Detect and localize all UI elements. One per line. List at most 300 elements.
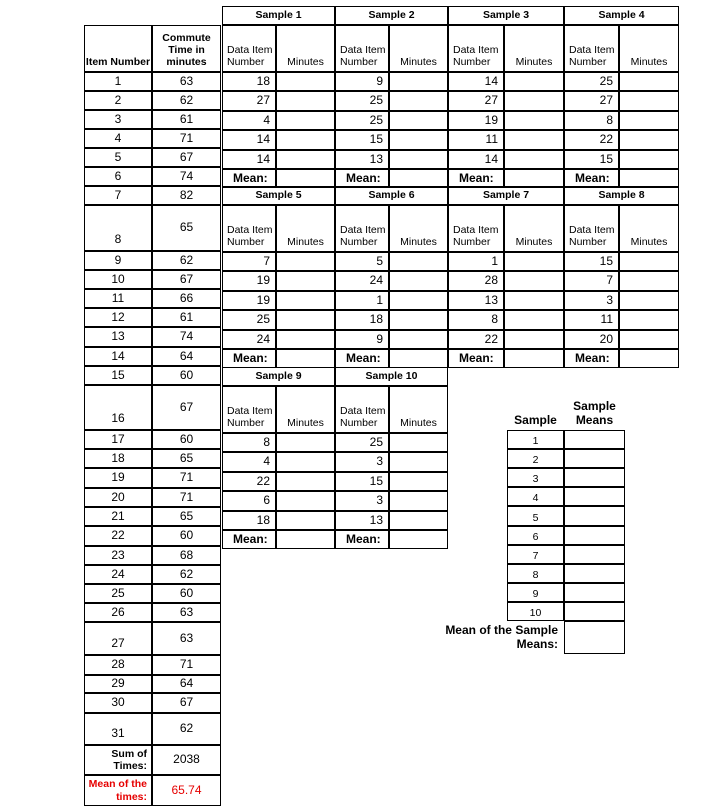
minutes-input[interactable] xyxy=(276,150,335,169)
item-number-cell xyxy=(84,347,152,366)
data-item-number-cell xyxy=(222,452,276,472)
item-number-cell-text: 2 xyxy=(114,92,122,107)
commute-time-cell xyxy=(152,675,221,693)
minutes-input[interactable] xyxy=(276,130,335,150)
commute-time-cell xyxy=(152,449,221,468)
data-item-number-cell xyxy=(335,271,389,291)
data-item-number-cell-text: 15 xyxy=(369,132,383,147)
header-data-item-number-text: Data Item Number xyxy=(340,404,386,429)
data-item-number-cell xyxy=(222,310,276,330)
item-number-cell-text: 8 xyxy=(114,232,122,247)
minutes-input[interactable] xyxy=(276,511,335,530)
data-item-number-cell-text: 8 xyxy=(606,112,613,127)
item-number-cell xyxy=(84,565,152,584)
sample-mean-input[interactable] xyxy=(619,349,679,368)
item-number-cell xyxy=(84,603,152,622)
sample-number-cell xyxy=(507,487,564,506)
data-item-number-cell xyxy=(222,472,276,491)
header-minutes xyxy=(619,205,679,252)
sample-number-cell xyxy=(507,545,564,564)
item-number-cell xyxy=(84,526,152,546)
minutes-input[interactable] xyxy=(619,252,679,271)
item-number-cell xyxy=(84,584,152,603)
minutes-input[interactable] xyxy=(619,330,679,349)
data-item-number-cell-text: 22 xyxy=(599,132,613,147)
minutes-input[interactable] xyxy=(276,491,335,511)
data-item-number-cell xyxy=(335,252,389,271)
sample-mean-label-text: Mean: xyxy=(233,350,268,365)
commute-time-cell-text: 60 xyxy=(179,585,194,600)
sample-title xyxy=(564,6,679,25)
data-item-number-cell xyxy=(564,91,619,111)
sample-number-cell-text: 4 xyxy=(532,491,539,504)
commute-time-cell-text: 71 xyxy=(179,657,194,672)
minutes-input[interactable] xyxy=(276,330,335,349)
sample-col-header-text: Sample xyxy=(514,413,557,428)
data-item-number-cell-text: 1 xyxy=(376,292,383,307)
data-item-number-cell-text: 22 xyxy=(484,331,498,346)
minutes-input[interactable] xyxy=(619,111,679,130)
item-number-cell-text: 18 xyxy=(111,450,125,465)
data-item-number-cell xyxy=(564,330,619,349)
sample-mean-label-text: Mean: xyxy=(346,170,381,185)
data-item-number-cell xyxy=(448,91,504,111)
sample-number-cell xyxy=(507,564,564,583)
commute-time-cell xyxy=(152,110,221,129)
data-item-number-cell xyxy=(335,291,389,310)
header-minutes-text: Minutes xyxy=(287,235,324,248)
item-number-cell xyxy=(84,655,152,675)
minutes-input[interactable] xyxy=(504,150,564,169)
data-item-number-cell xyxy=(222,150,276,169)
data-item-number-cell xyxy=(335,433,389,452)
mean-of-sample-means-label-text: Mean of the Sample Means: xyxy=(445,622,558,651)
item-number-cell xyxy=(84,449,152,468)
header-data-item-number-text: Data Item Number xyxy=(227,43,273,68)
minutes-input[interactable] xyxy=(276,310,335,330)
sample-number-cell xyxy=(507,602,564,621)
commute-time-cell-text: 67 xyxy=(179,399,194,414)
header-minutes xyxy=(276,205,335,252)
minutes-input[interactable] xyxy=(276,291,335,310)
minutes-input[interactable] xyxy=(389,511,448,530)
minutes-input[interactable] xyxy=(619,291,679,310)
item-number-cell xyxy=(84,110,152,129)
sample-title xyxy=(222,367,335,386)
sample-title-text: Sample 5 xyxy=(255,189,302,202)
data-item-number-cell xyxy=(222,271,276,291)
data-item-number-cell xyxy=(335,91,389,111)
data-item-number-cell xyxy=(335,111,389,130)
header-commute-time xyxy=(152,25,221,72)
header-data-item-number xyxy=(335,205,389,252)
data-item-number-cell-text: 19 xyxy=(484,112,498,127)
commute-time-cell xyxy=(152,584,221,603)
commute-time-cell xyxy=(152,251,221,270)
mean-value-text: 65.74 xyxy=(171,782,202,797)
sample-mean-label-text: Mean: xyxy=(459,170,494,185)
minutes-input[interactable] xyxy=(504,91,564,111)
sample-title xyxy=(335,367,448,386)
sample-means-col-header xyxy=(564,395,625,430)
commute-time-cell-text: 60 xyxy=(179,367,194,382)
minutes-input[interactable] xyxy=(504,310,564,330)
item-number-cell xyxy=(84,713,152,745)
data-item-number-cell xyxy=(448,310,504,330)
data-item-number-cell-text: 8 xyxy=(491,312,498,327)
minutes-input[interactable] xyxy=(619,91,679,111)
minutes-input[interactable] xyxy=(504,111,564,130)
commute-time-cell xyxy=(152,430,221,449)
data-item-number-cell-text: 18 xyxy=(369,312,383,327)
sample-title-text: Sample 7 xyxy=(482,189,530,202)
header-minutes-text: Minutes xyxy=(287,55,324,68)
item-number-cell-text: 10 xyxy=(111,271,125,286)
minutes-input[interactable] xyxy=(276,111,335,130)
sample-mean-label xyxy=(448,349,504,368)
item-number-cell xyxy=(84,186,152,205)
data-item-number-cell xyxy=(335,150,389,169)
sample-number-cell xyxy=(507,583,564,602)
data-item-number-cell xyxy=(448,252,504,271)
sample-mean-value-input[interactable] xyxy=(564,449,625,468)
minutes-input[interactable] xyxy=(504,72,564,91)
commute-time-cell xyxy=(152,308,221,327)
commute-time-cell-text: 67 xyxy=(179,149,194,164)
minutes-input[interactable] xyxy=(619,130,679,150)
item-number-cell-text: 14 xyxy=(111,348,125,363)
commute-time-cell-text: 63 xyxy=(179,604,194,619)
sample-title-text: Sample 10 xyxy=(365,370,418,383)
minutes-input[interactable] xyxy=(389,111,448,130)
sample-title-text: Sample 4 xyxy=(598,9,645,22)
sample-title-text: Sample 6 xyxy=(368,189,415,202)
item-number-cell xyxy=(84,622,152,655)
data-item-number-cell-text: 25 xyxy=(369,434,383,449)
header-item-number xyxy=(84,25,152,72)
item-number-cell-text: 16 xyxy=(111,411,125,426)
minutes-input[interactable] xyxy=(389,72,448,91)
commute-time-cell-text: 62 xyxy=(179,721,194,736)
data-item-number-cell-text: 14 xyxy=(484,151,498,166)
commute-time-cell-text: 68 xyxy=(179,547,194,562)
minutes-input[interactable] xyxy=(276,433,335,452)
data-item-number-cell-text: 8 xyxy=(263,434,270,449)
sample-mean-label-text: Mean: xyxy=(459,350,494,365)
item-number-cell-text: 30 xyxy=(111,695,125,710)
sample-number-cell-text: 9 xyxy=(532,587,539,600)
minutes-input[interactable] xyxy=(619,310,679,330)
minutes-input[interactable] xyxy=(276,271,335,291)
data-item-number-cell-text: 13 xyxy=(484,292,498,307)
commute-time-cell-text: 74 xyxy=(179,329,194,344)
sample-mean-label-text: Mean: xyxy=(346,531,381,546)
data-item-number-cell xyxy=(564,291,619,310)
minutes-input[interactable] xyxy=(619,271,679,291)
data-item-number-cell-text: 6 xyxy=(263,493,270,508)
data-item-number-cell-text: 19 xyxy=(256,292,270,307)
commute-time-cell xyxy=(152,655,221,675)
sample-mean-input[interactable] xyxy=(389,530,448,549)
header-minutes xyxy=(504,25,564,72)
sample-number-cell xyxy=(507,468,564,487)
data-item-number-cell-text: 14 xyxy=(256,151,270,166)
commute-time-cell xyxy=(152,347,221,366)
data-item-number-cell-text: 14 xyxy=(256,132,270,147)
data-item-number-cell xyxy=(448,150,504,169)
header-minutes xyxy=(389,386,448,433)
sample-means-col-header-text: Sample Means xyxy=(573,399,616,428)
commute-time-cell xyxy=(152,186,221,205)
minutes-input[interactable] xyxy=(389,452,448,472)
commute-time-cell xyxy=(152,603,221,622)
data-item-number-cell-text: 9 xyxy=(376,331,383,346)
minutes-input[interactable] xyxy=(504,252,564,271)
sample-mean-value-input[interactable] xyxy=(564,526,625,545)
data-item-number-cell xyxy=(564,130,619,150)
header-minutes-text: Minutes xyxy=(400,416,437,429)
sample-mean-value-input[interactable] xyxy=(564,487,625,506)
commute-time-cell-text: 65 xyxy=(179,450,194,465)
commute-time-cell-text: 60 xyxy=(179,431,194,446)
item-number-cell xyxy=(84,72,152,91)
item-number-cell-text: 6 xyxy=(114,168,122,183)
data-item-number-cell-text: 27 xyxy=(256,93,270,108)
commute-time-cell-text: 63 xyxy=(179,630,194,645)
data-item-number-cell-text: 25 xyxy=(369,112,383,127)
data-item-number-cell-text: 24 xyxy=(256,331,270,346)
sample-mean-value-input[interactable] xyxy=(564,506,625,526)
commute-time-cell xyxy=(152,167,221,186)
commute-time-cell-text: 67 xyxy=(179,695,194,710)
item-number-cell-text: 27 xyxy=(111,636,125,651)
data-item-number-cell xyxy=(222,130,276,150)
header-data-item-number xyxy=(564,205,619,252)
header-minutes-text: Minutes xyxy=(515,235,553,248)
commute-time-cell xyxy=(152,129,221,148)
item-number-cell xyxy=(84,675,152,693)
data-item-number-cell-text: 7 xyxy=(606,273,613,288)
commute-time-cell-text: 71 xyxy=(179,130,194,145)
item-number-cell xyxy=(84,385,152,430)
item-number-cell xyxy=(84,366,152,385)
data-item-number-cell xyxy=(448,291,504,310)
commute-time-cell-text: 71 xyxy=(179,470,194,485)
item-number-cell xyxy=(84,251,152,270)
sample-title xyxy=(335,186,448,205)
commute-time-cell xyxy=(152,488,221,507)
header-data-item-number-text: Data Item Number xyxy=(227,223,273,248)
commute-time-cell-text: 65 xyxy=(179,508,194,523)
minutes-input[interactable] xyxy=(389,472,448,491)
data-item-number-cell-text: 3 xyxy=(376,493,383,508)
item-number-cell-text: 1 xyxy=(114,73,122,88)
sample-mean-label-text: Mean: xyxy=(575,350,610,365)
minutes-input[interactable] xyxy=(619,72,679,91)
data-item-number-cell xyxy=(448,72,504,91)
data-item-number-cell-text: 18 xyxy=(256,73,270,88)
data-item-number-cell-text: 20 xyxy=(599,331,613,346)
header-minutes-text: Minutes xyxy=(287,416,324,429)
sum-value-text: 2038 xyxy=(173,752,200,767)
item-number-cell-text: 5 xyxy=(114,149,122,164)
item-number-cell-text: 29 xyxy=(111,676,125,691)
sum-label xyxy=(84,745,152,775)
minutes-input[interactable] xyxy=(276,252,335,271)
sample-col-header xyxy=(507,395,564,430)
sum-label-text: Sum of Times: xyxy=(111,747,147,772)
commute-time-cell xyxy=(152,546,221,565)
commute-time-cell xyxy=(152,205,221,251)
data-item-number-cell xyxy=(222,72,276,91)
data-item-number-cell xyxy=(222,511,276,530)
data-item-number-cell xyxy=(335,310,389,330)
minutes-input[interactable] xyxy=(389,310,448,330)
minutes-input[interactable] xyxy=(389,130,448,150)
data-item-number-cell xyxy=(335,491,389,511)
minutes-input[interactable] xyxy=(389,91,448,111)
minutes-input[interactable] xyxy=(389,491,448,511)
header-data-item-number-text: Data Item Number xyxy=(569,43,615,68)
commute-time-cell-text: 64 xyxy=(179,676,194,691)
item-number-cell-text: 20 xyxy=(111,489,125,504)
minutes-input[interactable] xyxy=(276,72,335,91)
sample-title-text: Sample 8 xyxy=(598,189,645,202)
header-minutes-text: Minutes xyxy=(400,235,437,248)
item-number-cell-text: 12 xyxy=(111,309,125,324)
sample-mean-label xyxy=(335,349,389,368)
sample-number-cell-text: 3 xyxy=(532,472,539,485)
sample-mean-value-input[interactable] xyxy=(564,564,625,583)
item-number-cell xyxy=(84,693,152,713)
item-number-cell xyxy=(84,327,152,347)
header-minutes xyxy=(276,386,335,433)
mean-of-sample-means-input[interactable] xyxy=(564,621,625,654)
item-number-cell xyxy=(84,507,152,526)
data-item-number-cell-text: 9 xyxy=(376,73,383,88)
header-data-item-number xyxy=(222,25,276,72)
data-item-number-cell-text: 7 xyxy=(263,253,270,268)
sample-number-cell-text: 1 xyxy=(532,434,539,447)
item-number-cell-text: 28 xyxy=(111,657,125,672)
minutes-input[interactable] xyxy=(389,150,448,169)
commute-time-cell xyxy=(152,270,221,289)
sample-title-text: Sample 2 xyxy=(368,9,415,22)
sample-title xyxy=(222,6,335,25)
data-item-number-cell xyxy=(564,150,619,169)
data-item-number-cell xyxy=(222,491,276,511)
data-item-number-cell xyxy=(564,252,619,271)
header-minutes xyxy=(276,25,335,72)
data-item-number-cell-text: 3 xyxy=(606,292,613,307)
sample-mean-input[interactable] xyxy=(504,349,564,368)
commute-time-cell xyxy=(152,72,221,91)
data-item-number-cell xyxy=(564,111,619,130)
data-item-number-cell-text: 13 xyxy=(369,512,383,527)
minutes-input[interactable] xyxy=(389,271,448,291)
data-item-number-cell-text: 1 xyxy=(491,253,498,268)
sample-mean-value-input[interactable] xyxy=(564,545,625,564)
sample-title-text: Sample 3 xyxy=(482,9,530,22)
data-item-number-cell xyxy=(564,310,619,330)
commute-time-cell-text: 66 xyxy=(179,290,194,305)
minutes-input[interactable] xyxy=(389,433,448,452)
commute-time-cell xyxy=(152,148,221,167)
data-item-number-cell xyxy=(222,111,276,130)
minutes-input[interactable] xyxy=(276,452,335,472)
item-number-cell xyxy=(84,289,152,308)
minutes-input[interactable] xyxy=(276,91,335,111)
sample-mean-input[interactable] xyxy=(389,349,448,368)
sample-mean-label-text: Mean: xyxy=(346,350,381,365)
data-item-number-cell xyxy=(222,433,276,452)
minutes-input[interactable] xyxy=(389,330,448,349)
minutes-input[interactable] xyxy=(504,130,564,150)
data-item-number-cell-text: 11 xyxy=(485,132,498,147)
sample-title xyxy=(335,6,448,25)
commute-time-cell xyxy=(152,507,221,526)
item-number-cell-text: 3 xyxy=(114,111,122,126)
sample-mean-input[interactable] xyxy=(276,530,335,549)
item-number-cell xyxy=(84,129,152,148)
sample-mean-input[interactable] xyxy=(276,349,335,368)
commute-time-cell-text: 62 xyxy=(179,566,194,581)
header-minutes-text: Minutes xyxy=(630,235,668,248)
commute-time-cell-text: 62 xyxy=(179,92,194,107)
minutes-input[interactable] xyxy=(619,150,679,169)
sample-mean-value-input[interactable] xyxy=(564,430,625,449)
item-number-cell-text: 4 xyxy=(114,130,122,145)
sample-title-text: Sample 9 xyxy=(255,370,302,383)
header-data-item-number xyxy=(335,25,389,72)
data-item-number-cell xyxy=(564,271,619,291)
item-number-cell xyxy=(84,167,152,186)
mean-value xyxy=(152,775,221,806)
sample-mean-value-input[interactable] xyxy=(564,583,625,602)
sample-mean-value-input[interactable] xyxy=(564,602,625,621)
data-item-number-cell-text: 5 xyxy=(376,253,383,268)
commute-time-cell xyxy=(152,366,221,385)
commute-time-cell xyxy=(152,713,221,745)
minutes-input[interactable] xyxy=(504,271,564,291)
item-number-cell-text: 13 xyxy=(111,329,125,344)
item-number-cell xyxy=(84,205,152,251)
header-data-item-number xyxy=(222,386,276,433)
sample-mean-label xyxy=(222,530,276,549)
item-number-cell-text: 15 xyxy=(111,367,125,382)
item-number-cell-text: 19 xyxy=(111,470,125,485)
data-item-number-cell xyxy=(335,72,389,91)
sample-number-cell-text: 5 xyxy=(532,511,539,524)
data-item-number-cell-text: 15 xyxy=(599,151,613,166)
header-minutes-text: Minutes xyxy=(630,55,668,68)
item-number-cell xyxy=(84,430,152,449)
sample-mean-label xyxy=(222,349,276,368)
minutes-input[interactable] xyxy=(389,291,448,310)
item-number-cell xyxy=(84,308,152,327)
minutes-input[interactable] xyxy=(276,472,335,491)
minutes-input[interactable] xyxy=(504,330,564,349)
header-data-item-number xyxy=(222,205,276,252)
commute-time-cell-text: 64 xyxy=(179,348,194,363)
sample-number-cell xyxy=(507,506,564,526)
minutes-input[interactable] xyxy=(504,291,564,310)
sample-title xyxy=(448,186,564,205)
item-number-cell-text: 25 xyxy=(111,585,125,600)
sample-number-cell-text: 7 xyxy=(532,549,539,562)
sample-mean-value-input[interactable] xyxy=(564,468,625,487)
minutes-input[interactable] xyxy=(389,252,448,271)
